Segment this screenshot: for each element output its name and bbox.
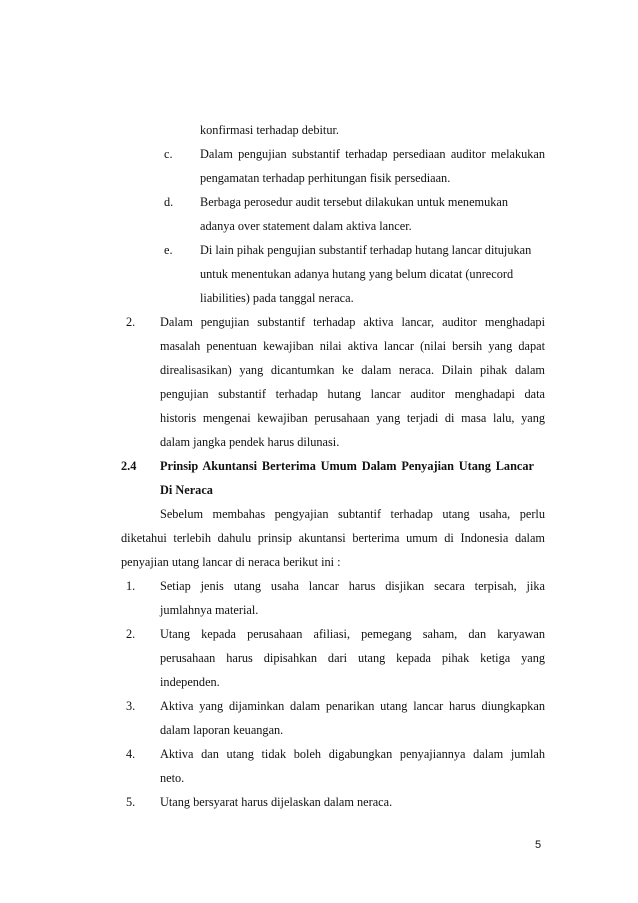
list-item-label: 4. [126, 747, 136, 761]
list-item-label: 2. [126, 627, 136, 641]
list-item-text: untuk menentukan adanya hutang yang belum dicatat (unrecord [200, 267, 514, 281]
list-item-text: perusahaan harus dipisahkan dari utang kepada pihak ketiga yang [160, 651, 545, 665]
paragraph-line: direalisasikan) yang dicantumkan ke dalam neraca. Dilain pihak dalam [160, 363, 545, 377]
list-item-label: 3. [126, 699, 136, 713]
list-item-text: Setiap jenis utang usaha lancar harus disjikan secara terpisah, jika [160, 579, 545, 593]
list-item-text: Aktiva yang dijaminkan dalam penarikan utang lancar harus diungkapkan [160, 699, 545, 713]
list-item-label: 5. [126, 795, 136, 809]
list-item-label: e. [164, 243, 173, 257]
list-item-text: Utang kepada perusahaan afiliasi, pemegang saham, dan karyawan [160, 627, 545, 641]
paragraph-line: Dalam pengujian substantif terhadap aktiva lancar, auditor menghadapi [160, 315, 545, 329]
list-item-label: 2. [126, 315, 136, 329]
list-item-text: dalam laporan keuangan. [160, 723, 284, 737]
list-item-text: Utang bersyarat harus dijelaskan dalam neraca. [160, 795, 393, 809]
list-item-text: Berbaga perosedur audit tersebut dilakukan untuk menemukan [200, 195, 509, 209]
paragraph-line: dalam jangka pendek harus dilunasi. [160, 435, 340, 449]
list-item-text: jumlahnya material. [160, 603, 259, 617]
list-item-text: neto. [160, 771, 185, 785]
paragraph-line: historis mengenai kewajiban perusahaan yang terjadi di masa lalu, yang [160, 411, 545, 425]
list-item-text: pengamatan terhadap perhitungan fisik persediaan. [200, 171, 451, 185]
list-item-text: adanya over statement dalam aktiva lancer. [200, 219, 412, 233]
list-item-text: liabilities) pada tanggal neraca. [200, 291, 354, 305]
page-number: 5 [535, 839, 542, 851]
list-item-text: Aktiva dan utang tidak boleh digabungkan penyajiannya dalam jumlah [160, 747, 545, 761]
list-item-label: 1. [126, 579, 136, 593]
paragraph-line: penyajian utang lancar di neraca berikut ini : [121, 555, 341, 569]
paragraph-line: diketahui terlebih dahulu prinsip akuntansi berterima umum di Indonesia dalam [121, 531, 545, 545]
section-title: Di Neraca [160, 483, 213, 497]
list-item-label: c. [164, 147, 173, 161]
list-item-text: Di lain pihak pengujian substantif terhadap hutang lancar ditujukan [200, 243, 532, 257]
paragraph-line: pengujian substantif terhadap hutang lancar auditor menghadapi data [160, 387, 545, 401]
section-title: Prinsip Akuntansi Berterima Umum Dalam Penyajian Utang Lancar [160, 459, 534, 473]
section-number: 2.4 [121, 459, 137, 473]
paragraph-line: Sebelum membahas pengyajian subtantif terhadap utang usaha, perlu [160, 507, 545, 521]
paragraph-line: masalah penentuan kewajiban nilai aktiva lancar (nilai bersih yang dapat [160, 339, 545, 353]
list-item-text: Dalam pengujian substantif terhadap persediaan auditor melakukan [200, 147, 545, 161]
list-item-text: independen. [160, 675, 220, 689]
list-item-text: konfirmasi terhadap debitur. [200, 123, 339, 137]
list-item-label: d. [164, 195, 174, 209]
